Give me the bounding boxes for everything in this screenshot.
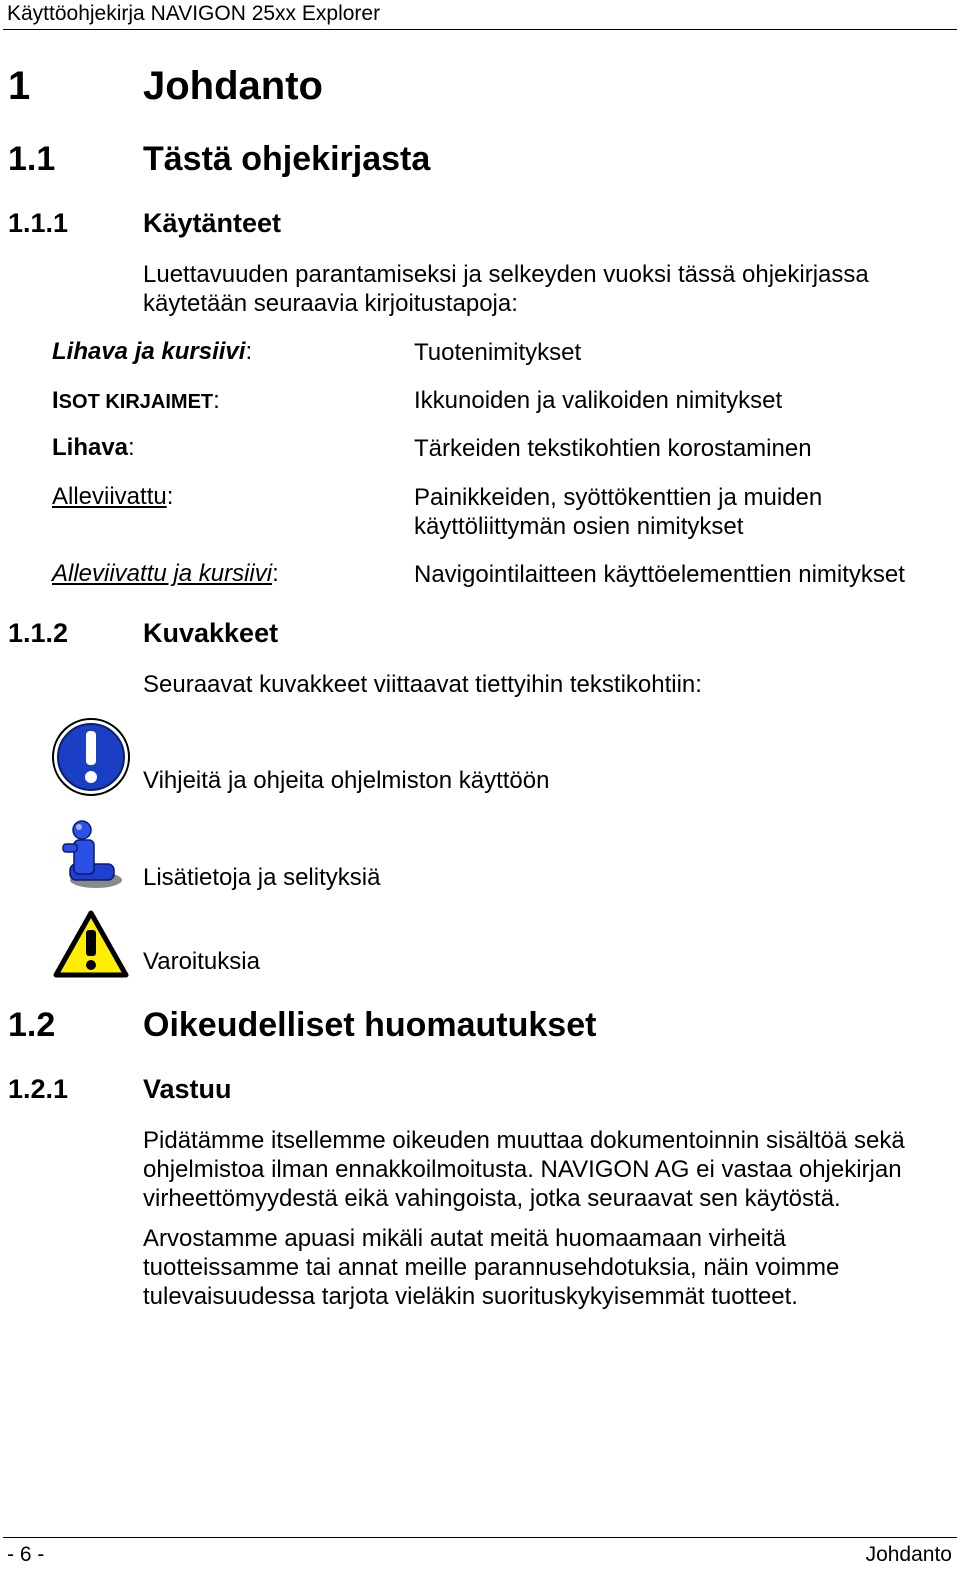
page-number: - 6 - [7, 1543, 45, 1566]
footer-rule [3, 1537, 957, 1538]
convention-desc: Tärkeiden tekstikohtien korostaminen [414, 435, 812, 462]
icon-desc-tips: Vihjeitä ja ohjeita ohjelmiston käyttöön [143, 767, 550, 794]
info-figure-icon [58, 820, 124, 892]
chapter-title: Johdanto [143, 64, 323, 108]
footer-chapter: Johdanto [865, 1543, 952, 1566]
subsection-title: Käytänteet [143, 208, 282, 238]
convention-desc: Tuotenimitykset [414, 339, 582, 366]
warning-icon [53, 910, 129, 978]
running-header: Käyttöohjekirja NAVIGON 25xx Explorer [7, 2, 381, 25]
liability-paragraph-2: Arvostamme apuasi mikäli autat meitä huomaamaan virheitä tuotteissamme tai annat meille parannusehdotuksia, näin voimme tulevaisuudessa tarjota vieläkin suorituskykyisemmät tuotteet. [143, 1225, 840, 1310]
convention-label-bold-italic: Lihava ja kursiivi: [52, 338, 253, 365]
convention-label-bold: Lihava: [52, 434, 135, 461]
subsection-title: Vastuu [143, 1074, 232, 1104]
convention-label-underline: Alleviivattu: [52, 483, 174, 510]
liability-paragraph-1: Pidätämme itsellemme oikeuden muuttaa dokumentoinnin sisältöä sekä ohjelmistoa ilman ennakkoilmoitusta. NAVIGON AG ei vastaa ohjekirjan virheettömyydestä eikä vahingoista, jotka seuraavat sen käytöstä. [143, 1127, 905, 1212]
section-title: Tästä ohjekirjasta [143, 140, 431, 178]
icon-desc-info: Lisätietoja ja selityksiä [143, 864, 381, 891]
convention-label-caps: ISOT KIRJAIMET: [52, 387, 220, 414]
convention-desc: Ikkunoiden ja valikoiden nimitykset [414, 387, 783, 414]
convention-label-underline-italic: Alleviivattu ja kursiivi: [52, 560, 279, 587]
conventions-intro: Luettavuuden parantamiseksi ja selkeyden vuoksi tässä ohjekirjassa käytetään seuraavia kirjoitustapoja: [143, 261, 869, 317]
exclamation-icon [51, 717, 131, 797]
icon-desc-warning: Varoituksia [143, 948, 260, 975]
subsection-number: 1.1.1 [8, 208, 69, 238]
subsection-title: Kuvakkeet [143, 618, 279, 648]
section-number: 1.1 [8, 140, 56, 178]
icons-intro: Seuraavat kuvakkeet viittaavat tiettyihin tekstikohtiin: [143, 671, 702, 698]
section-title: Oikeudelliset huomautukset [143, 1006, 597, 1044]
header-rule [3, 29, 957, 30]
convention-desc: Painikkeiden, syöttökenttien ja muiden käyttöliittymän osien nimitykset [414, 484, 823, 540]
convention-desc: Navigointilaitteen käyttöelementtien nimitykset [414, 561, 905, 588]
subsection-number: 1.2.1 [8, 1074, 69, 1104]
subsection-number: 1.1.2 [8, 618, 69, 648]
section-number: 1.2 [8, 1006, 56, 1044]
chapter-number: 1 [8, 64, 31, 108]
